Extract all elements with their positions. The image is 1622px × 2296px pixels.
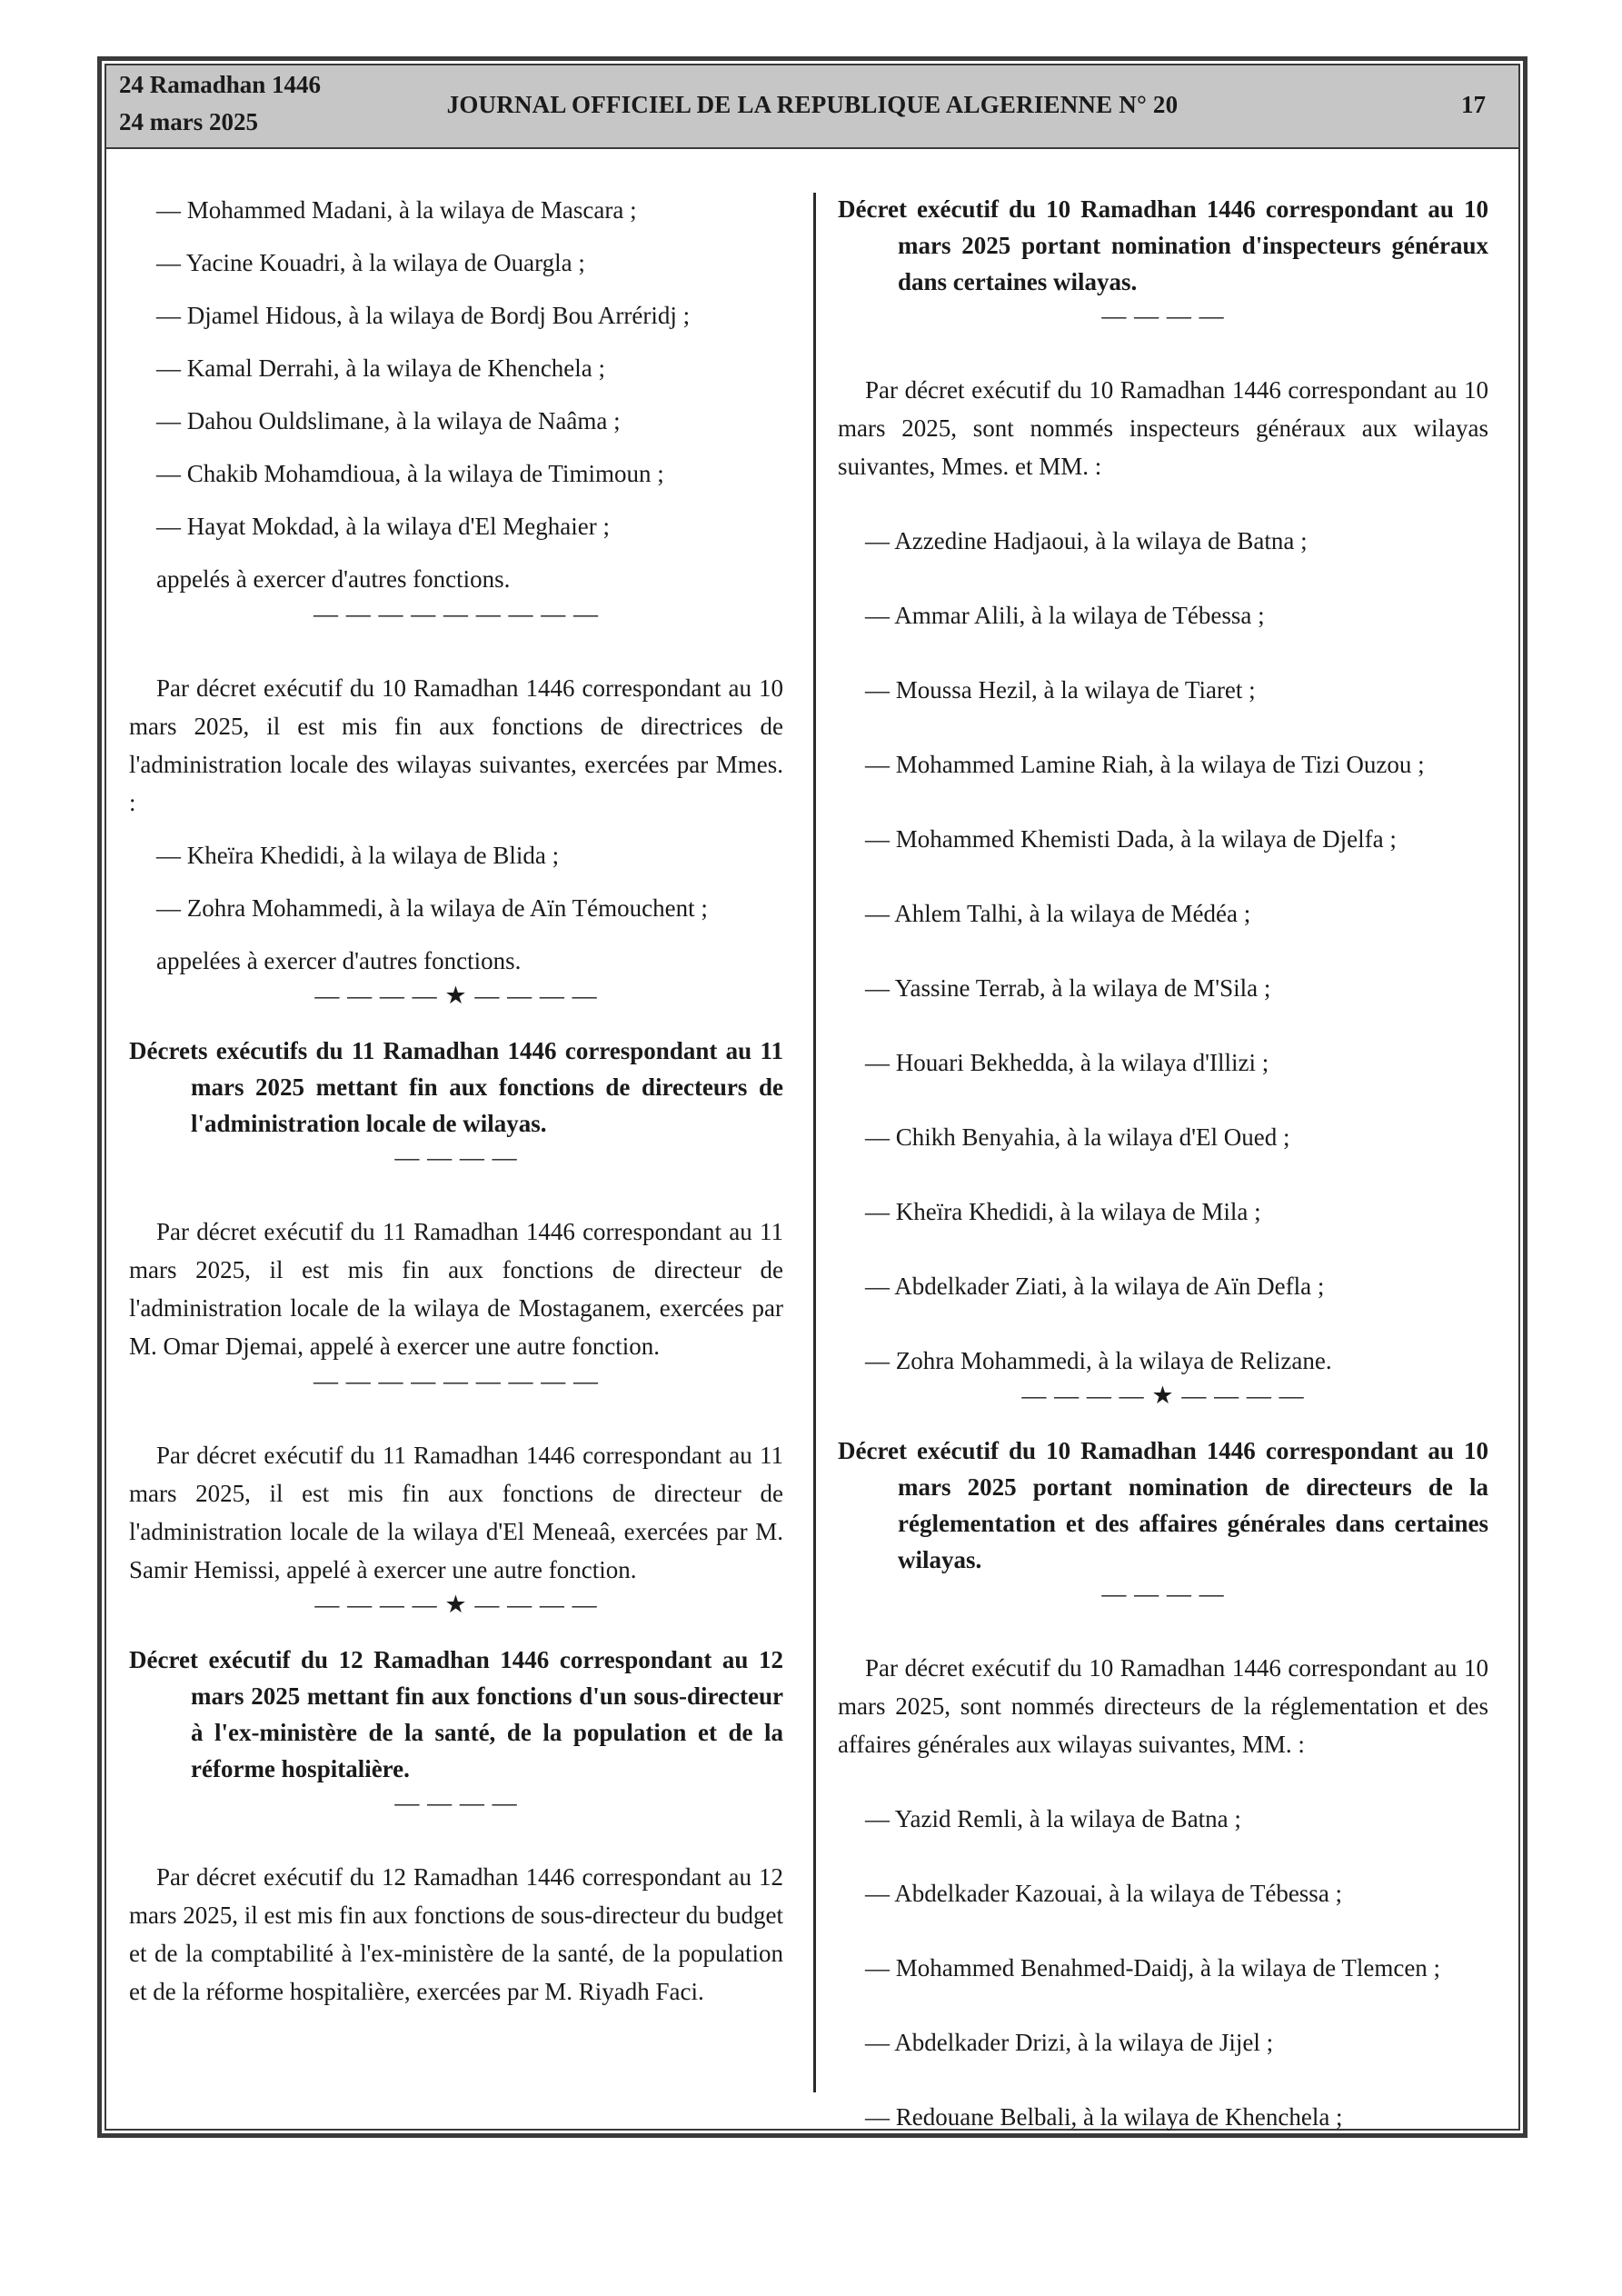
- list-item: — Mohammed Benahmed-Daidj, à la wilaya de Tlemcen ;: [865, 1954, 1441, 1982]
- header-date-hijri: 24 Ramadhan 1446: [119, 71, 322, 98]
- list-item: — Mohammed Lamine Riah, à la wilaya de Tizi Ouzou ;: [865, 751, 1425, 778]
- header-journal-title: JOURNAL OFFICIEL DE LA REPUBLIQUE ALGERIENNE N° 20: [446, 91, 1179, 118]
- list-item: — Yazid Remli, à la wilaya de Batna ;: [865, 1805, 1241, 1832]
- list-item: — Abdelkader Drizi, à la wilaya de Jijel ;: [865, 2029, 1274, 2056]
- decree-title: Décret exécutif du 10 Ramadhan 1446 correspondant au 10 mars 2025 portant nomination d'inspecteurs généraux dans certaines wilayas.: [838, 195, 1488, 295]
- list-item: — Zohra Mohammedi, à la wilaya de Aïn Témouchent ;: [156, 894, 708, 922]
- separator: — — — —: [394, 1143, 518, 1171]
- list-item: — Kheïra Khedidi, à la wilaya de Blida ;: [156, 842, 560, 869]
- decree-paragraph: Par décret exécutif du 10 Ramadhan 1446 correspondant au 10 mars 2025, sont nommés directeurs de la réglementation et des affaires générales aux wilayas suivantes, MM. :: [838, 1654, 1488, 1758]
- decree-paragraph: Par décret exécutif du 11 Ramadhan 1446 correspondant au 11 mars 2025, il est mis fin aux fonctions de directeur de l'administration locale de la wilaya d'El Meneaâ, exercées par M. Samir Hemissi, appelé à exercer une autre fonction.: [129, 1442, 783, 1583]
- separator-star: — — — — ★ — — — —: [314, 1591, 598, 1618]
- list-item: — Ahlem Talhi, à la wilaya de Médéa ;: [865, 900, 1251, 927]
- journal-header: [106, 65, 1518, 149]
- list-item: — Redouane Belbali, à la wilaya de Khenchela ;: [865, 2103, 1343, 2131]
- list-item: — Yacine Kouadri, à la wilaya de Ouargla ;: [156, 249, 585, 276]
- decree-paragraph: Par décret exécutif du 12 Ramadhan 1446 correspondant au 12 mars 2025, il est mis fin aux fonctions de sous-directeur du budget et de la comptabilité à l'ex-ministère de la santé, de la population et de la réforme hospitalière, exercées par M. Riyadh Faci.: [129, 1863, 783, 2005]
- list-item: — Abdelkader Ziati, à la wilaya de Aïn Defla ;: [865, 1273, 1325, 1300]
- list-item: — Mohammed Madani, à la wilaya de Mascara ;: [156, 196, 637, 224]
- closing-line: appelés à exercer d'autres fonctions.: [156, 565, 511, 593]
- list-item: — Mohammed Khemisti Dada, à la wilaya de Djelfa ;: [865, 825, 1397, 853]
- separator-star: — — — — ★ — — — —: [1021, 1382, 1305, 1409]
- decree-paragraph: Par décret exécutif du 10 Ramadhan 1446 correspondant au 10 mars 2025, sont nommés inspecteurs généraux aux wilayas suivantes, Mmes. et MM. :: [838, 376, 1488, 480]
- list-item: — Yassine Terrab, à la wilaya de M'Sila ;: [865, 974, 1271, 1002]
- list-item: — Ammar Alili, à la wilaya de Tébessa ;: [865, 602, 1265, 629]
- decree-paragraph: Par décret exécutif du 10 Ramadhan 1446 correspondant au 10 mars 2025, il est mis fin aux fonctions de directrices de l'administration locale des wilayas suivantes, exercées par Mmes. :: [129, 674, 783, 816]
- separator: — — — — — — — — —: [313, 600, 599, 627]
- list-item: — Houari Bekhedda, à la wilaya d'Illizi ;: [865, 1049, 1269, 1076]
- right-column: [838, 191, 1488, 2136]
- list-item: — Kamal Derrahi, à la wilaya de Khenchela ;: [156, 354, 606, 382]
- list-item: — Moussa Hezil, à la wilaya de Tiaret ;: [865, 676, 1256, 704]
- left-column: [129, 191, 783, 2011]
- separator: — — — —: [1101, 302, 1225, 329]
- decree-title: Décret exécutif du 10 Ramadhan 1446 correspondant au 10 mars 2025 portant nomination de directeurs de la réglementation et des affaires générales dans certaines wilayas.: [838, 1437, 1488, 1573]
- list-item: — Abdelkader Kazouai, à la wilaya de Tébessa ;: [865, 1880, 1343, 1907]
- separator: — — — —: [1101, 1580, 1225, 1607]
- decree-paragraph: Par décret exécutif du 11 Ramadhan 1446 correspondant au 11 mars 2025, il est mis fin aux fonctions de directeur de l'administration locale de la wilaya de Mostaganem, exercées par M. Omar Djemai, appelé à exercer une autre fonction.: [129, 1218, 783, 1360]
- list-item: — Chikh Benyahia, à la wilaya d'El Oued ;: [865, 1123, 1290, 1151]
- list-item: — Dahou Ouldslimane, à la wilaya de Naâma ;: [156, 407, 621, 434]
- separator-star: — — — — ★ — — — —: [314, 982, 598, 1009]
- decree-title: Décret exécutif du 12 Ramadhan 1446 correspondant au 12 mars 2025 mettant fin aux fonctions d'un sous-directeur à l'ex-ministère de la santé, de la population et de la réforme hospitalière.: [129, 1646, 783, 1782]
- list-item: — Kheïra Khedidi, à la wilaya de Mila ;: [865, 1198, 1261, 1225]
- list-item: — Hayat Mokdad, à la wilaya d'El Meghaier ;: [156, 513, 610, 540]
- separator: — — — — — — — — —: [313, 1367, 599, 1394]
- list-item: — Azzedine Hadjaoui, à la wilaya de Batna ;: [865, 527, 1308, 554]
- list-item: — Zohra Mohammedi, à la wilaya de Relizane.: [865, 1347, 1332, 1374]
- list-item: — Chakib Mohamdioua, à la wilaya de Timimoun ;: [156, 460, 664, 487]
- decree-title: Décrets exécutifs du 11 Ramadhan 1446 correspondant au 11 mars 2025 mettant fin aux fonctions de directeurs de l'administration locale de wilayas.: [129, 1037, 783, 1137]
- list-item: — Djamel Hidous, à la wilaya de Bordj Bou Arréridj ;: [156, 302, 691, 329]
- separator: — — — —: [394, 1789, 518, 1816]
- closing-line: appelées à exercer d'autres fonctions.: [156, 947, 522, 974]
- header-date-gregorian: 24 mars 2025: [119, 108, 258, 135]
- column-divider: [813, 193, 816, 2092]
- header-page-number: 17: [1461, 91, 1486, 118]
